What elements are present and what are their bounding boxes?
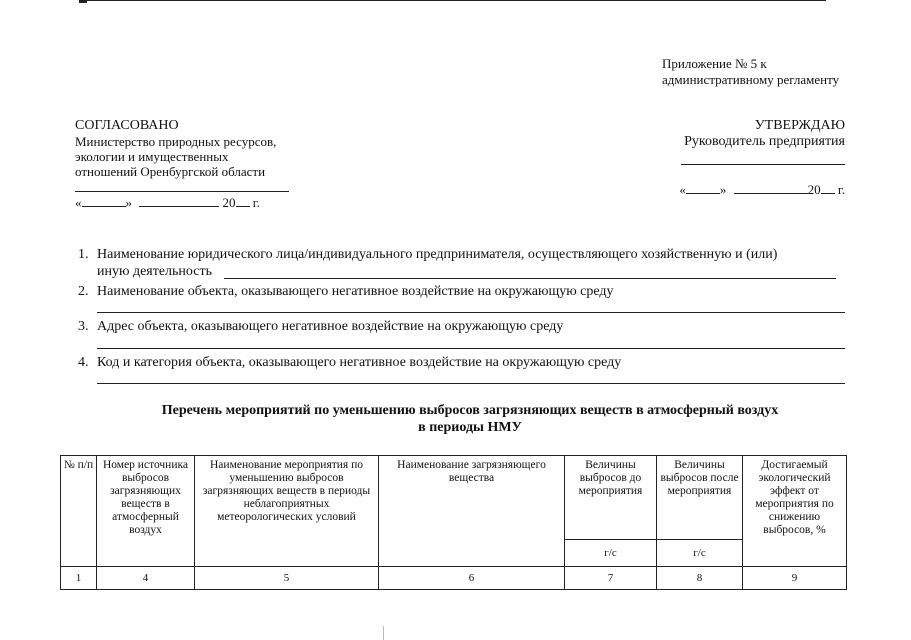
header-cell-effect: Достигаемый экологический эффект от мероприятия по снижению выбросов, % (743, 456, 847, 567)
header-cell-before: Величины выбросов до мероприятия (565, 456, 657, 540)
appendix-note (662, 56, 839, 88)
agreed-day-blank (82, 194, 126, 207)
header-cell-after: Величины выбросов после мероприятия (657, 456, 743, 540)
ministry-line-2: экологии и имущественных (75, 149, 229, 164)
header-cell-source: Номер источника выбросов загрязняющих веществ в атмосферный воздух (97, 456, 195, 567)
agreed-date-open: « (75, 195, 82, 210)
table-title-line-2: в периоды НМУ (418, 420, 522, 435)
approve-position: Руководитель предприятия (684, 134, 845, 149)
item-fill-line (97, 348, 845, 349)
approve-block (679, 118, 845, 198)
item-text: Код и категория объекта, оказывающего негативное воздействие на окружающую среду (97, 355, 622, 370)
approve-month-blank (734, 181, 808, 194)
column-number-cell: 7 (565, 567, 657, 590)
approve-signature-line (681, 164, 845, 165)
scan-artifact-mark (383, 626, 384, 640)
approve-year: 20 (807, 182, 821, 197)
agreed-date-close: » (125, 195, 132, 210)
column-number-cell: 9 (743, 567, 847, 590)
item-number: 2. (78, 284, 89, 299)
header-cell-number: № п/п (61, 456, 97, 567)
appendix-line-1: Приложение № 5 к (662, 56, 767, 71)
item-continuation: иную деятельность (97, 264, 212, 279)
unit-cell-after: г/с (657, 540, 743, 567)
item-text: Адрес объекта, оказывающего негативное воздействие на окружающую среду (97, 319, 564, 334)
unit-cell-before: г/с (565, 540, 657, 567)
item-number: 3. (78, 319, 89, 334)
ministry-line-1: Министерство природных ресурсов, (75, 134, 277, 149)
item-fill-line (224, 278, 836, 279)
table-title (70, 402, 870, 436)
ministry-line-3: отношений Оренбургской области (75, 164, 266, 179)
approve-year-blank (821, 181, 835, 194)
table-title-line-1: Перечень мероприятий по уменьшению выбросов загрязняющих веществ в атмосферный воздух (161, 403, 779, 418)
column-number-cell: 6 (379, 567, 565, 590)
appendix-line-2: административному регламенту (662, 72, 840, 87)
agreed-date-row (75, 194, 289, 211)
approve-date-row (679, 181, 845, 198)
agreed-signature-line (75, 191, 289, 192)
item-text: Наименование юридического лица/индивидуального предпринимателя, осуществляющего хозяйственную и (или) (97, 247, 778, 262)
agreed-month-blank (139, 194, 219, 207)
approve-title: УТВЕРЖДАЮ (754, 118, 845, 133)
agreed-year-blank (236, 194, 250, 207)
item-text: Наименование объекта, оказывающего негативное воздействие на окружающую среду (97, 284, 614, 299)
approve-date-close: » (719, 182, 727, 197)
column-number-cell: 5 (195, 567, 379, 590)
column-number-cell: 8 (657, 567, 743, 590)
table-header-row (61, 456, 847, 540)
approve-date-open: « (679, 182, 686, 197)
column-number-cell: 1 (61, 567, 97, 590)
approve-year-suffix: г. (837, 182, 845, 197)
top-border-line (86, 0, 826, 1)
header-cell-pollutant: Наименование загрязняющего вещества (379, 456, 565, 567)
top-corner-mark (79, 0, 87, 3)
table-number-row (61, 567, 847, 590)
agreed-title: СОГЛАСОВАНО (75, 118, 179, 133)
item-fill-line (97, 383, 845, 384)
header-cell-measure: Наименование мероприятия по уменьшению выбросов загрязняющих веществ в периоды неблагоприятных метеорологических условий (195, 456, 379, 567)
item-number: 4. (78, 355, 89, 370)
item-fill-line (97, 312, 845, 313)
agreed-block (75, 118, 289, 211)
approve-day-blank (686, 181, 720, 194)
measures-table (60, 455, 847, 590)
agreed-year-suffix: г. (252, 195, 260, 210)
agreed-year: 20 (222, 195, 236, 210)
column-number-cell: 4 (97, 567, 195, 590)
item-number: 1. (78, 247, 89, 262)
